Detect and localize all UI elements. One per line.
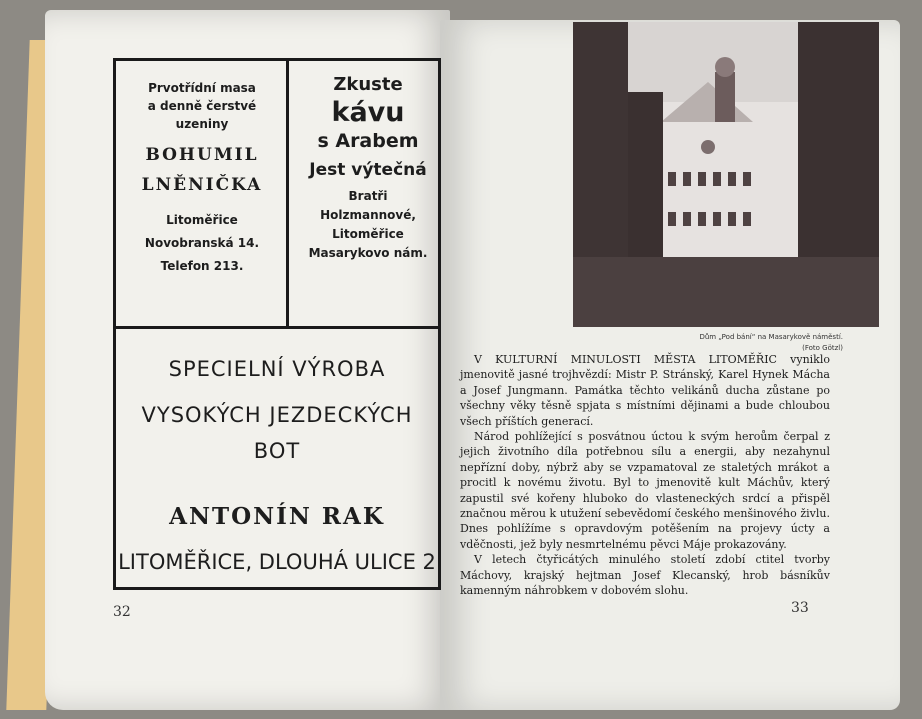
advertisement-frame (113, 58, 441, 590)
ad-text: SPECIELNÍ VÝROBA (168, 357, 386, 381)
ad-text: VYSOKÝCH JEZDECKÝCH BOT (141, 403, 413, 463)
page-number-left: 32 (113, 604, 131, 620)
ad-phone: Telefon 213. (160, 259, 244, 273)
ad-city: Litoměřice (166, 213, 238, 227)
article-text (460, 352, 830, 599)
ad-text: uzeniny (175, 117, 229, 131)
ad-text: Prvotřídní masa (148, 81, 256, 95)
paragraph: V KULTURNÍ MINULOSTI MĚSTA LITOMĚŘIC vyniklo jmenovitě jasné trojhvězdí: Mistr P. Stránský, Karel Hynek Mácha a Josef Jungmann. Památka těchto velikánů ducha zůstane po všechny věky těsně spjata s místními dějinami a bude chloubou všech příštích generací. (460, 353, 830, 428)
ad-text: Litoměřice (332, 227, 404, 241)
ad-name: LNĚNIČKA (141, 175, 263, 195)
photo-caption-text: Dům „Pod bání“ na Masarykově náměstí. (699, 333, 843, 341)
ad-text: Jest výtečná (309, 160, 427, 180)
ad-street: Novobranská 14. (144, 236, 260, 250)
ad-text: Holzmannové, (320, 208, 416, 222)
boot-maker-advertisement (116, 351, 438, 574)
photo-illustration (573, 22, 879, 327)
page-number-right: 33 (791, 600, 809, 616)
ad-horizontal-divider (116, 326, 438, 329)
photo-credit: (Foto Götzl) (802, 344, 843, 352)
ad-text: Bratři (348, 189, 388, 203)
paragraph: Národ pohlížející s posvátnou úctou k svým heroům čerpal z jejich životního díla potřebnou sílu a energii, aby nezahynul nepřízní doby, nýbrž aby se vzpamatoval ze staletých mrákot a procitl k novému životu. Byl to jmenovitě kult Máchův, který zapustil své kořeny hluboko do vlasteneckých srdcí a přispěl značnou měrou k utužení sebevědomí českého menšinového živlu. Dnes pohlížíme s opravdovým potěšením na projevy úcty a vděčnosti, jež byly nesmrtelnému pěvci Máje prokazovány. (460, 430, 830, 551)
ad-text: a denně čerstvé (147, 99, 257, 113)
ad-text: Zkuste (333, 74, 403, 95)
ad-address: LITOMĚŘICE, DLOUHÁ ULICE 2 (118, 550, 436, 574)
ad-text: kávu (331, 97, 405, 128)
butcher-advertisement (120, 79, 284, 278)
ad-text: s Arabem (317, 130, 419, 152)
photo-caption (648, 332, 843, 354)
ad-address (120, 209, 284, 278)
paragraph: V letech čtyřicátých minulého století zdobí ctitel tvorby Máchovy, krajský hejtman Josef Klecanský, hrob básníkův kamenným náhrobkem v dobovém slohu. (460, 553, 830, 598)
ad-name: BOHUMIL (145, 145, 259, 165)
ad-vertical-divider (286, 61, 289, 326)
ad-name: ANTONÍN RAK (169, 503, 385, 530)
coffee-advertisement (292, 73, 444, 263)
ad-text: Masarykovo nám. (308, 246, 428, 260)
town-house-photo (573, 22, 879, 327)
